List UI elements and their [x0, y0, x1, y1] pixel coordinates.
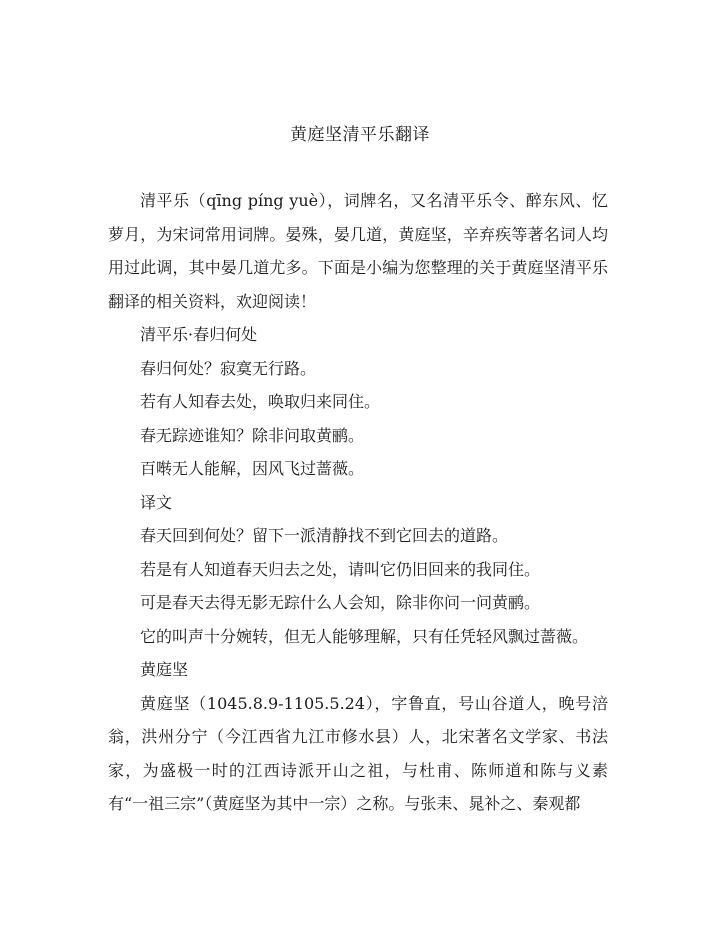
translation-line: 它的叫声十分婉转，但无人能够理解，只有任凭轻风飘过蔷薇。	[140, 626, 589, 646]
translation-line: 春天回到何处？留下一派清静找不到它回去的道路。	[140, 526, 509, 545]
intro-paragraph: 清平乐（qīng píng yuè），词牌名，又名清平乐令、醉东风、忆萝月，为宋词常用词牌。晏殊，晏几道，黄庭坚，辛弃疾等著名词人均用过此调，其中晏几道尤多。下面是小编为您整理的关于黄庭坚清平乐翻译的相关资料，欢迎阅读！	[108, 191, 608, 311]
document-body	[108, 184, 608, 821]
author-bio-paragraph: 黄庭坚（1045.8.9-1105.5.24），字鲁直，号山谷道人，晚号涪翁，洪州分宁（今江西省九江市修水县）人，北宋著名文学家、书法家，为盛极一时的江西诗派开山之祖，与杜甫、陈师道和陈与义素有“一祖三宗”（黄庭坚为其中一宗）之称。与张耒、晁补之、秦观都	[108, 693, 608, 813]
author-heading: 黄庭坚	[140, 660, 189, 679]
poem-line: 春归何处？寂寞无行路。	[140, 358, 317, 378]
poem-line: 若有人知春去处，唤取归来同住。	[140, 392, 381, 411]
poem-heading: 清平乐·春归何处	[140, 325, 258, 344]
poem-line: 春无踪迹谁知？除非问取黄鹂。	[140, 425, 365, 445]
translation-line: 可是春天去得无影无踪什么人会知，除非你问一问黄鹂。	[140, 593, 541, 612]
translation-heading: 译文	[140, 492, 173, 512]
document-title: 黄庭坚清平乐翻译	[290, 125, 430, 145]
translation-line: 若是有人知道春天归去之处，请叫它仍旧回来的我同住。	[140, 559, 541, 579]
poem-line: 百啭无人能解，因风飞过蔷薇。	[140, 459, 365, 478]
